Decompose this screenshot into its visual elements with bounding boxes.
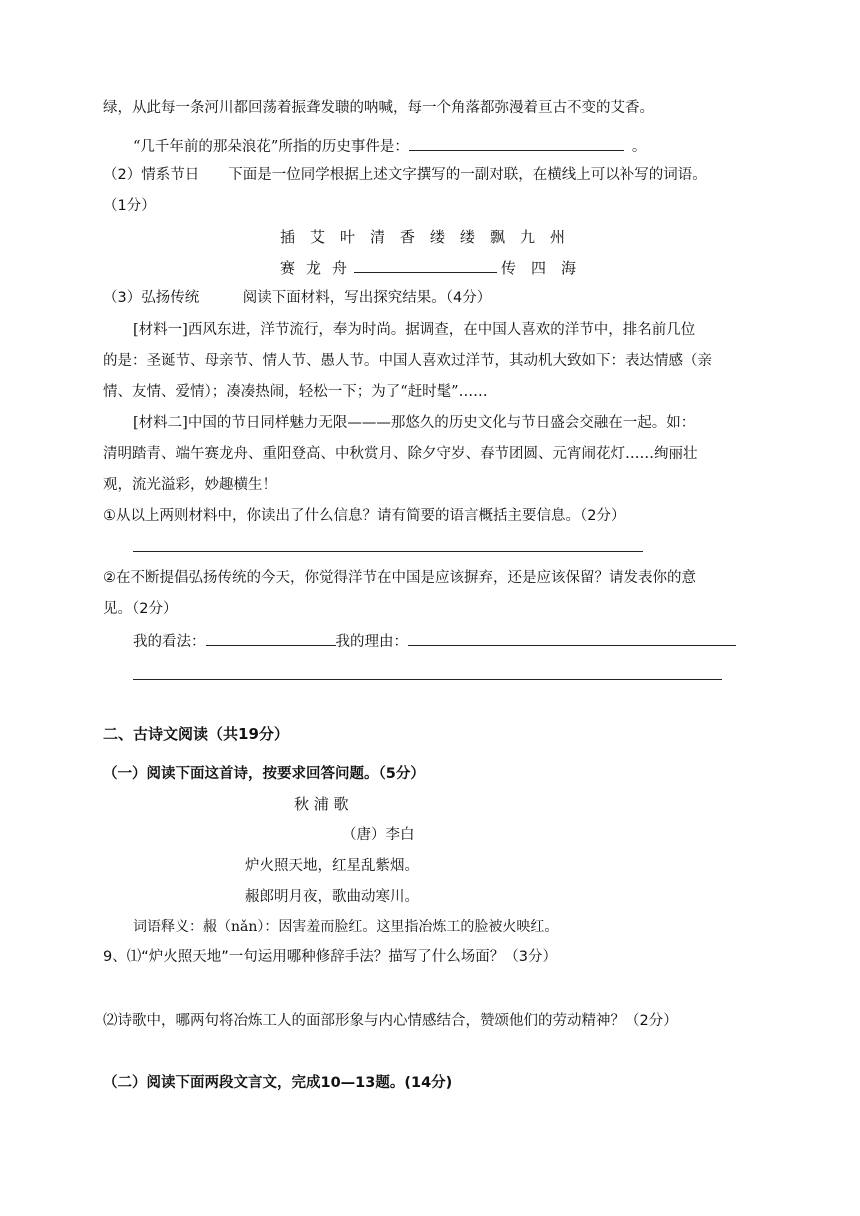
couplet-char: 传	[501, 259, 517, 277]
question-text: 见。（2分）	[103, 601, 178, 617]
couplet-char: 海	[561, 259, 577, 277]
question-line	[133, 135, 646, 157]
material-line: [材料一]西风东进，洋节流行，奉为时尚。据调查，在中国人喜欢的洋节中，排名前几位	[133, 322, 696, 338]
couplet-upper	[280, 226, 580, 247]
couplet-char: 香	[400, 228, 416, 246]
poem-line: 赧郎明月夜，歌曲动寒川。	[245, 889, 419, 905]
material-line: 清明踏青、端午赛龙舟、重阳登高、中秋赏月、除夕守岁、春节团圆、元宵闹花灯……绚丽壮	[103, 446, 698, 462]
question-text: ②在不断提倡弘扬传统的今天，你觉得洋节在中国是应该摒弃，还是应该保留？请发表你的意	[103, 570, 696, 586]
view-label: 我的看法：	[133, 634, 206, 650]
poem-title: 秋 浦 歌	[294, 795, 349, 813]
period: 。	[631, 139, 647, 155]
couplet-char: 艾	[310, 228, 326, 246]
couplet-char: 赛	[280, 259, 296, 277]
view-blank[interactable]	[206, 630, 336, 646]
answer-line[interactable]	[133, 551, 643, 552]
opinion-line	[133, 630, 736, 652]
text-line: 绿，从此每一条河川都回荡着振聋发聩的呐喊，每一个角落都弥漫着亘古不变的艾香。	[103, 100, 654, 116]
answer-blank[interactable]	[409, 135, 624, 151]
section-heading: 二、古诗文阅读（共19分）	[103, 725, 289, 743]
question-text: “几千年前的那朵浪花”所指的历史事件是：	[133, 139, 409, 155]
couplet-char: 龙	[306, 259, 322, 277]
couplet-lower	[280, 257, 591, 278]
couplet-blank[interactable]	[354, 257, 497, 273]
couplet-char: 插	[280, 228, 296, 246]
reason-label: 我的理由：	[335, 634, 408, 650]
material-line: 观，流光溢彩，妙趣横生！	[103, 477, 277, 493]
material-line: 的是：圣诞节、母亲节、情人节、愚人节。中国人喜欢过洋节，其动机大致如下：表达情感（亲	[103, 353, 712, 369]
poem-author: （唐）李白	[342, 827, 415, 843]
question-text: ①从以上两则材料中，你读出了什么信息？请有简要的语言概括主要信息。（2分）	[103, 508, 626, 524]
couplet-char: 缕	[430, 228, 446, 246]
question-text: 9、⑴“炉火照天地”一句运用哪种修辞手法？描写了什么场面？（3分）	[103, 949, 557, 965]
couplet-char: 清	[370, 228, 386, 246]
couplet-char: 飘	[490, 228, 506, 246]
couplet-char: 州	[550, 228, 566, 246]
couplet-char: 叶	[340, 228, 356, 246]
score-note: （1分）	[103, 198, 156, 214]
poem-line: 炉火照天地，红星乱紫烟。	[245, 858, 419, 874]
question-text: ⑵诗歌中，哪两句将冶炼工人的面部形象与内心情感结合，赞颂他们的劳动精神？（2分）	[103, 1013, 678, 1029]
couplet-char: 缕	[460, 228, 476, 246]
answer-line[interactable]	[133, 679, 722, 680]
couplet-char: 四	[531, 259, 547, 277]
couplet-char: 舟	[332, 259, 348, 277]
question-heading: （2）情系节日 下面是一位同学根据上述文字撰写的一副对联，在横线上可以补写的词语。	[103, 167, 707, 183]
subsection-heading: （一）阅读下面这首诗，按要求回答问题。（5分）	[103, 766, 425, 782]
reason-blank[interactable]	[408, 630, 736, 646]
gloss-note: 词语释义：赧（nǎn）：因害羞而脸红。这里指冶炼工的脸被火映红。	[133, 919, 559, 935]
material-line: 情、友情、爱情）；凑凑热闹，轻松一下；为了“赶时髦”……	[103, 384, 488, 400]
subsection-heading: （二）阅读下面两段文言文，完成10—13题。(14分)	[103, 1075, 453, 1091]
material-line: [材料二]中国的节日同样魅力无限———那悠久的历史文化与节日盛会交融在一起。如：	[133, 415, 696, 431]
question-heading: （3）弘扬传统 阅读下面材料，写出探究结果。（4分）	[103, 290, 492, 306]
couplet-char: 九	[520, 228, 536, 246]
